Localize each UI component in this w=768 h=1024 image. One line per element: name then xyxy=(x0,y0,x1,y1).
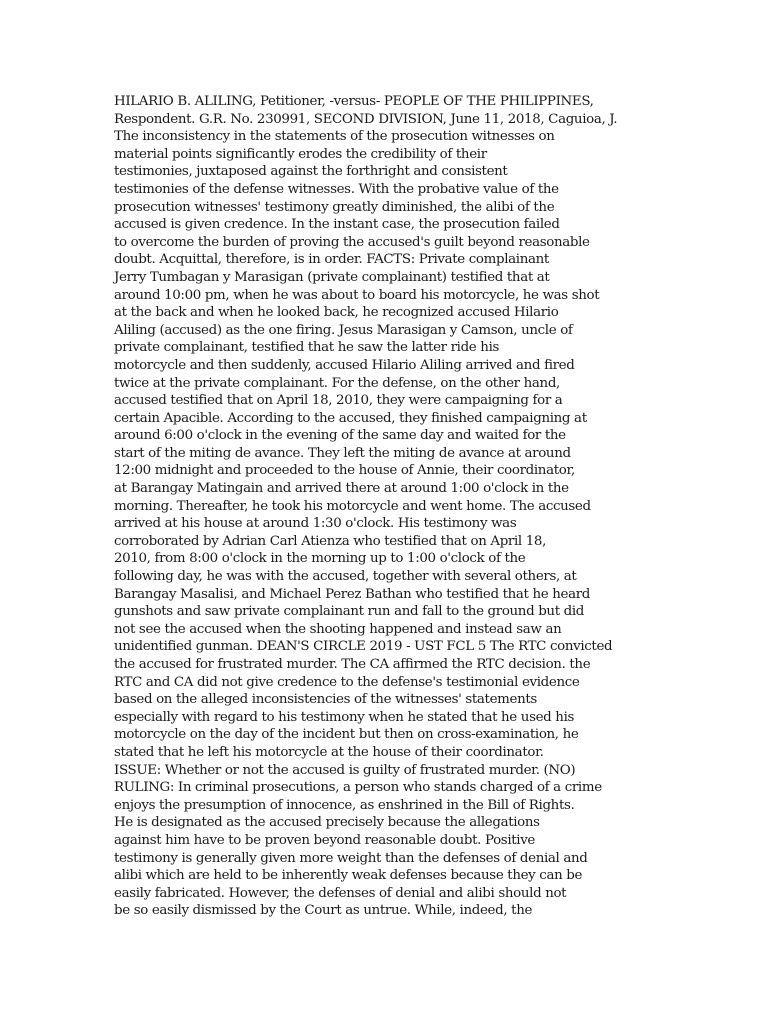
case-digest-text: HILARIO B. ALILING, Petitioner, -versus- PEOPLE OF THE PHILIPPINES, Respondent. G.R. No. 230991, SECOND DIVISION, June 11, 2018, Caguioa, J. The inconsistency in the statements of the prosecution witnesses on material points significantly erodes the credibility of their testimonies, juxtaposed against the forthright and consistent testimonies of the defense witnesses. With the probative value of the prosecution witnesses' testimony greatly diminished, the alibi of the accused is given credence. In the instant case, the prosecution failed to overcome the burden of proving the accused's guilt beyond reasonable doubt. Acquittal, therefore, is in order. FACTS: Private complainant Jerry Tumbagan y Marasigan (private complainant) testified that at around 10:00 pm, when he was about to board his motorcycle, he was shot at the back and when he looked back, he recognized accused Hilario Aliling (accused) as the one firing. Jesus Marasigan y Camson, uncle of private complainant, testified that he saw the latter ride his motorcycle and then suddenly, accused Hilario Aliling arrived and fired twice at the private complainant. For the defense, on the other hand, accused testified that on April 18, 2010, they were campaigning for a certain Apacible. According to the accused, they finished campaigning at around 6:00 o'clock in the evening of the same day and waited for the start of the miting de avance. They left the miting de avance at around 12:00 midnight and proceeded to the house of Annie, their coordinator, at Barangay Matingain and arrived there at around 1:00 o'clock in the morning. Thereafter, he took his motorcycle and went home. The accused arrived at his house at around 1:30 o'clock. His testimony was corroborated by Adrian Carl Atienza who testified that on April 18, 2010, from 8:00 o'clock in the morning up to 1:00 o'clock of the following day, he was with the accused, together with several others, at Barangay Masalisi, and Michael Perez Bathan who testified that he heard gunshots and saw private complainant run and fall to the ground but did not see the accused when the shooting happened and instead saw an unidentified gunman. DEAN'S CIRCLE 2019 - UST FCL 5 The RTC convicted the accused for frustrated murder. The CA affirmed the RTC decision. the RTC and CA did not give credence to the defense's testimonial evidence based on the alleged inconsistencies of the witnesses' statements especially with regard to his testimony when he stated that he used his motorcycle on the day of the incident but then on cross-examination, he stated that he left his motorcycle at the house of their coordinator. ISSUE: Whether or not the accused is guilty of frustrated murder. (NO) RULING: In criminal prosecutions, a person who stands charged of a crime enjoys the presumption of innocence, as enshrined in the Bill of Rights. He is designated as the accused precisely because the allegations against him have to be proven beyond reasonable doubt. Positive testimony is generally given more weight than the defenses of denial and alibi which are held to be inherently weak defenses because they can be easily fabricated. However, the defenses of denial and alibi should not be so easily dismissed by the Court as untrue. While, indeed, the xyxy=(114,94,618,919)
